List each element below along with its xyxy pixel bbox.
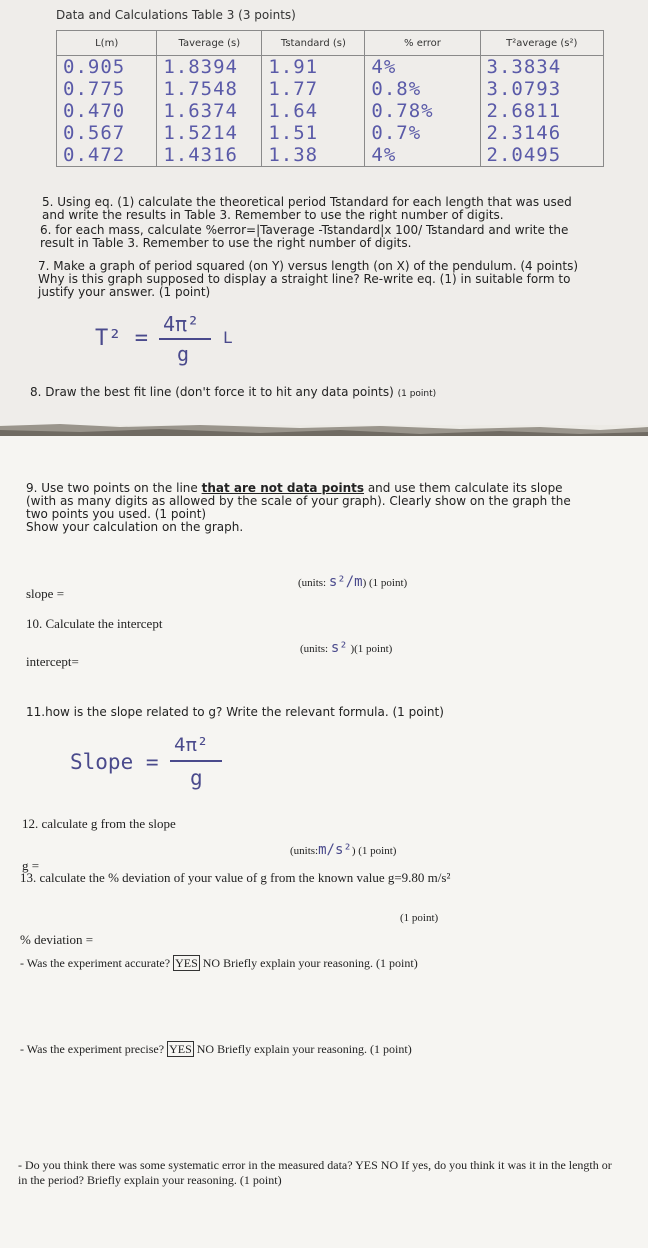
cell-t-standard: 1.51 [262,122,365,144]
cell-percent-error: 4% [365,56,480,79]
cell-t-standard: 1.91 [262,56,365,79]
deviation-label: % deviation = [20,932,94,947]
formula-variable: L [223,328,233,347]
header-length: L(m) [57,31,157,56]
table-header-row [57,31,604,56]
cell-t-standard: 1.64 [262,100,365,122]
question-8-points: (1 point) [397,389,437,399]
accuracy-yes-answer: YES [175,956,198,970]
cell-length: 0.905 [57,56,157,79]
handwritten-slope-formula [70,734,250,800]
cell-t-squared: 3.3834 [480,56,603,79]
header-percent-error: % error [365,31,480,56]
header-t-squared: T²average (s²) [480,31,603,56]
precision-yes-answer: YES [169,1042,192,1056]
question-11: 11.how is the slope related to g? Write the relevant formula. (1 point) [26,705,444,719]
slope-label: slope = [26,586,65,601]
cell-t-average: 1.4316 [157,144,262,167]
slope-formula-lhs: Slope = [70,750,159,774]
intercept-units-pre: (units: [300,643,329,655]
question-9-text-start: 9. Use two points on the line [26,481,202,495]
precision-question-rest: NO Briefly explain your reasoning. (1 point) [196,1042,412,1056]
cell-percent-error: 4% [365,144,480,167]
slope-units [298,574,407,590]
intercept-units [300,640,392,656]
cell-t-standard: 1.38 [262,144,365,167]
cell-length: 0.470 [57,100,157,122]
accuracy-question [20,956,630,971]
cell-t-average: 1.8394 [157,56,262,79]
table-row [57,144,604,167]
question-6: 6. for each mass, calculate %error=|Taverage -Tstandard|x 100/ Tstandard and write the result in Table 3. Remember to use the right number of digits. [40,223,569,250]
handwritten-formula [95,312,255,372]
formula-lhs: T² = [95,326,148,351]
g-label: g = [22,858,40,873]
question-9-line2: Show your calculation on the graph. [26,520,244,534]
question-5: 5. Using eq. (1) calculate the theoretical period Tstandard for each length that was used and write the results in Table 3. Remember to use the right number of digits. [42,195,572,222]
intercept-units-hand: s² [330,640,348,656]
systematic-error-question: - Do you think there was some systematic error in the measured data? YES NO If yes, do you think it was it in the length or in the period? Briefly explain your reasoning. (1 point) [18,1158,612,1187]
cell-t-squared: 2.0495 [480,144,603,167]
table-row [57,122,604,144]
accuracy-question-rest: NO Briefly explain your reasoning. (1 point) [202,956,418,970]
intercept-units-post: )(1 point) [350,643,393,655]
formula-numerator: 4π² [163,312,200,336]
question-10: 10. Calculate the intercept [26,616,163,631]
table-title: Data and Calculations Table 3 (3 points) [56,8,296,22]
table-row [57,56,604,79]
slope-units-post: ) (1 point) [362,577,408,589]
g-units-pre: (units: [290,845,319,857]
slope-units-pre: (units: [298,577,327,589]
cell-length: 0.472 [57,144,157,167]
question-7: 7. Make a graph of period squared (on Y) versus length (on X) of the pendulum. (4 points) Why is this graph supposed to display a straight line? Re-write eq. (1) in suitable form to justify your answer. (1 point) [38,259,579,299]
cell-t-average: 1.5214 [157,122,262,144]
question-9 [26,482,586,534]
fraction-bar [159,338,211,340]
cell-percent-error: 0.7% [365,122,480,144]
cell-t-squared: 3.0793 [480,78,603,100]
cell-t-standard: 1.77 [262,78,365,100]
g-units-hand: m/s² [318,842,352,858]
cell-t-average: 1.6374 [157,100,262,122]
g-units [290,842,396,858]
table-row [57,100,604,122]
cell-t-average: 1.7548 [157,78,262,100]
cell-length: 0.567 [57,122,157,144]
table-row [57,78,604,100]
question-13: 13. calculate the % deviation of your value of g from the known value g=9.80 m/s² [20,870,451,885]
precision-question [20,1042,630,1057]
cell-length: 0.775 [57,78,157,100]
question-13-points: (1 point) [400,912,439,924]
header-t-average: Taverage (s) [157,31,262,56]
slope-formula-denominator: g [190,766,203,790]
cell-percent-error: 0.8% [365,78,480,100]
header-t-standard: Tstandard (s) [262,31,365,56]
intercept-label: intercept= [26,654,79,669]
data-table [56,30,604,167]
slope-fraction-bar [170,760,222,762]
question-9-underlined: that are not data points [201,481,364,495]
formula-denominator: g [177,342,190,366]
g-units-post: ) (1 point) [351,845,397,857]
question-8-text: 8. Draw the best fit line (don't force it to hit any data points) [30,385,394,399]
cell-t-squared: 2.6811 [480,100,603,122]
slope-formula-numerator: 4π² [174,734,209,756]
accuracy-question-text: - Was the experiment accurate? [20,956,171,970]
question-12: 12. calculate g from the slope [22,816,176,831]
precision-question-text: - Was the experiment precise? [20,1042,165,1056]
question-8 [30,386,436,401]
question-9-text-end: and use them calculate its slope (with as many digits as allowed by the scale of your graph). Clearly show on the graph the two points you used. (1 point) [26,481,571,521]
cell-t-squared: 2.3146 [480,122,603,144]
slope-units-hand: s²/m [328,574,363,590]
cell-percent-error: 0.78% [365,100,480,122]
